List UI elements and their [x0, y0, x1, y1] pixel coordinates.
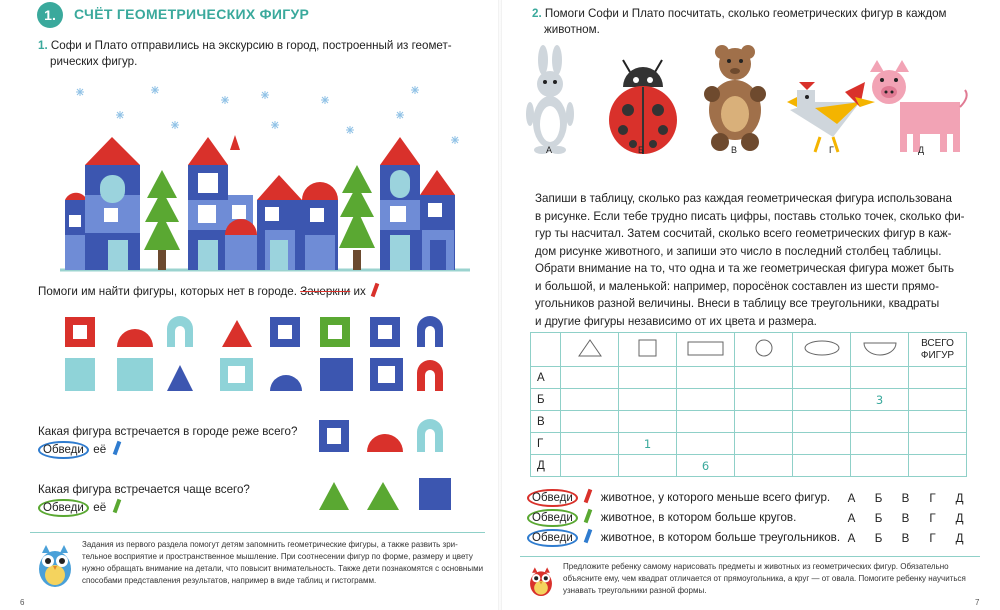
circle-word-blue: Обведи [38, 441, 89, 459]
task2-line2: животном. [544, 23, 600, 36]
table-cell[interactable] [793, 367, 851, 389]
right-note-line: объясните ему, чем квадрат отличается от прямоугольника, а круг — от овала. Помогите ребенку научиться [563, 574, 966, 583]
ladybug-figure [609, 60, 677, 154]
task2-text: Помоги Софи и Плато посчитать, сколько геометрических фигур в каждом [544, 7, 947, 20]
letter-option[interactable]: В [901, 532, 910, 545]
row-label: Б [531, 389, 561, 411]
right-note-line: узнавать треугольники разной формы. [563, 586, 707, 595]
table-cell[interactable] [909, 411, 967, 433]
task2-number: 2. [532, 7, 542, 20]
header-empty-cell [531, 333, 561, 367]
choice-row-3 [527, 528, 840, 547]
table-cell[interactable] [561, 411, 619, 433]
task1-number: 1. [38, 39, 48, 52]
row-label: А [531, 367, 561, 389]
task1-line1 [38, 38, 452, 54]
letter-option[interactable]: Г [929, 512, 936, 525]
choice-letters-1[interactable] [838, 491, 973, 507]
circle-word-green: Обведи [527, 509, 578, 527]
choice-letters-3[interactable] [838, 531, 973, 547]
letter-option[interactable]: А [847, 512, 856, 525]
left-note-line: нужно обращать внимание на детали, что повысит внимательность. Также дети познакомятся с основными [82, 564, 484, 573]
table-cell[interactable] [619, 411, 677, 433]
row-label: Г [531, 433, 561, 455]
header-triangle [561, 333, 619, 367]
table-cell[interactable] [677, 411, 735, 433]
choice-row-1 [527, 488, 830, 507]
letter-option[interactable]: Д [955, 532, 964, 545]
green-pencil-icon [584, 509, 593, 524]
red-pencil-icon [584, 489, 593, 504]
total-header-line2: ФИГУР [920, 349, 955, 361]
table-cell[interactable] [735, 389, 793, 411]
owl-icon [528, 563, 554, 599]
table-cell[interactable] [735, 455, 793, 477]
table-row [531, 411, 967, 433]
rare-answer-options[interactable] [315, 418, 455, 454]
circle-instruction-2 [38, 498, 119, 517]
task1-text: Софи и Плато отправились на экскурсию в город, построенный из геомет- [50, 39, 452, 52]
rectangle-outline-icon [686, 338, 726, 358]
section-number-badge: 1. [37, 2, 63, 28]
table-cell[interactable] [561, 433, 619, 455]
struck-word: Зачеркни [300, 285, 351, 298]
triangle-outline-icon [577, 338, 603, 358]
table-cell[interactable] [735, 367, 793, 389]
find-prompt-before: Помоги им найти фигуры, которых нет в городе. [38, 285, 301, 298]
table-cell[interactable] [677, 367, 735, 389]
table-cell[interactable] [561, 367, 619, 389]
blue-pencil-icon [112, 441, 121, 456]
table-cell[interactable] [909, 433, 967, 455]
left-note [82, 539, 483, 587]
table-cell[interactable] [909, 367, 967, 389]
oval-outline-icon [802, 338, 842, 358]
letter-option[interactable]: А [847, 492, 856, 505]
row-label: В [531, 411, 561, 433]
paragraph-line: угольников разной величины. Внеси в таблицу все треугольники, квадраты [535, 297, 940, 310]
table-cell[interactable] [619, 367, 677, 389]
table-cell[interactable] [793, 411, 851, 433]
task1-line2: рических фигур. [50, 55, 138, 68]
pig-figure [870, 60, 967, 152]
her-word-2: её [93, 501, 107, 514]
paragraph-line: и большой, и маленькой: например, поросёнок составлен из шести прямо- [535, 279, 939, 293]
header-rectangle [677, 333, 735, 367]
question-rare: Какая фигура встречается в городе реже всего? [38, 425, 298, 438]
header-circle [735, 333, 793, 367]
red-pencil-icon [371, 283, 380, 298]
choice-row-2 [527, 508, 796, 527]
table-cell[interactable] [793, 389, 851, 411]
section-title: СЧЁТ ГЕОМЕТРИЧЕСКИХ ФИГУР [74, 6, 310, 22]
table-cell[interactable] [793, 433, 851, 455]
animal-label-a: А [546, 145, 553, 155]
letter-option[interactable]: Б [874, 492, 883, 505]
total-header-line1: ВСЕГО [921, 337, 954, 349]
page-number-left: 6 [20, 598, 25, 607]
instructions-paragraph [535, 190, 975, 330]
table-cell[interactable] [677, 433, 735, 455]
shapes-grid[interactable] [60, 315, 460, 395]
left-note-line: тельное восприятие и пространственное мышление. При соотнесении фигур по форме, размеру и цвету [82, 552, 473, 561]
table-cell[interactable] [619, 389, 677, 411]
header-square [619, 333, 677, 367]
table-cell[interactable] [909, 455, 967, 477]
paragraph-line: Обрати внимание на то, что одна и та же геометрическая фигура может быть [535, 262, 955, 275]
paragraph-line: гур ты насчитал. Затем сосчитай, сколько всего геометрических фигур в каж- [535, 227, 952, 240]
table-row [531, 367, 967, 389]
letter-option[interactable]: Д [955, 512, 964, 525]
letter-option[interactable]: Д [955, 492, 964, 505]
table-cell-filled[interactable]: 3 [851, 389, 909, 411]
letter-option[interactable]: Г [929, 532, 936, 545]
table-row [531, 455, 967, 477]
table-cell[interactable] [677, 389, 735, 411]
often-answer-options[interactable] [315, 476, 455, 512]
animal-label-v: В [731, 145, 738, 155]
header-total [909, 333, 967, 367]
table-header-row [531, 333, 967, 367]
square-outline-icon [637, 338, 659, 358]
question-often: Какая фигура встречается чаще всего? [38, 483, 250, 496]
table-cell[interactable] [909, 389, 967, 411]
circle-instruction-1 [38, 440, 119, 459]
circle-word-red: Обведи [527, 489, 578, 507]
table-cell[interactable] [851, 367, 909, 389]
choice-text: животное, в котором больше кругов. [600, 511, 797, 524]
right-note-line: Предложите ребенку самому нарисовать предметы и животных из геометрических фигур. Обязательно [563, 562, 949, 571]
animals-illustration[interactable] [515, 42, 975, 157]
table-cell[interactable] [735, 433, 793, 455]
task2-line1 [532, 6, 947, 22]
table-cell[interactable] [619, 455, 677, 477]
find-prompt-after: их [350, 285, 366, 298]
letter-option[interactable]: Б [874, 532, 883, 545]
snowflakes [76, 86, 459, 144]
circle-word-green: Обведи [38, 499, 89, 517]
choice-text: животное, у которого меньше всего фигур. [600, 491, 831, 504]
animal-label-d: Д [918, 145, 925, 155]
her-word: её [93, 443, 107, 456]
table-cell-filled[interactable]: 1 [619, 433, 677, 455]
header-semicircle [851, 333, 909, 367]
animal-label-g: Г [829, 145, 834, 155]
right-note-divider [520, 556, 980, 557]
blue-pencil-icon [584, 529, 593, 544]
city-illustration [60, 80, 470, 275]
letter-option[interactable]: А [847, 532, 856, 545]
circle-word-blue: Обведи [527, 529, 578, 547]
left-note-line: Задания из первого раздела помогут детям запомнить геометрические фигуры, а также развить зри- [82, 540, 458, 549]
letter-option[interactable]: В [901, 512, 910, 525]
table-cell[interactable] [561, 389, 619, 411]
choice-text: животное, в котором больше треугольников. [600, 531, 841, 544]
choice-letters-2[interactable] [838, 511, 973, 527]
table-cell[interactable] [851, 455, 909, 477]
page-number-right: 7 [975, 598, 980, 607]
bear-figure [704, 45, 766, 151]
animal-label-b: Б [638, 145, 644, 155]
right-note [563, 561, 966, 597]
table-cell[interactable] [851, 433, 909, 455]
table-cell[interactable] [735, 411, 793, 433]
shape-count-table [530, 332, 967, 477]
bunny-figure [526, 45, 574, 154]
paragraph-line: и другие фигуры независимо от их цвета и размера. [535, 314, 817, 328]
table-cell[interactable] [793, 455, 851, 477]
find-shapes-prompt [38, 283, 377, 300]
table-row [531, 389, 967, 411]
semicircle-outline-icon [860, 338, 900, 358]
header-oval [793, 333, 851, 367]
table-cell[interactable] [561, 455, 619, 477]
table-cell-filled[interactable]: 6 [677, 455, 735, 477]
paragraph-line: Запиши в таблицу, сколько раз каждая геометрическая фигура использована [535, 192, 952, 205]
letter-option[interactable]: Б [874, 512, 883, 525]
left-note-line: способами представления результатов, например в виде таблиц и гистограмм. [82, 576, 377, 585]
paragraph-line: в рисунке. Если тебе трудно писать цифры, поставь столько точек, сколько фи- [535, 209, 965, 223]
paragraph-line: дом рисунке животного, и запиши это число в последний столбец таблицы. [535, 244, 942, 258]
letter-option[interactable]: В [901, 492, 910, 505]
table-cell[interactable] [851, 411, 909, 433]
row-label: Д [531, 455, 561, 477]
green-pencil-icon [112, 499, 121, 514]
letter-option[interactable]: Г [929, 492, 936, 505]
circle-outline-icon [753, 338, 775, 358]
table-row [531, 433, 967, 455]
left-note-divider [30, 532, 485, 533]
owl-icon [36, 541, 74, 589]
